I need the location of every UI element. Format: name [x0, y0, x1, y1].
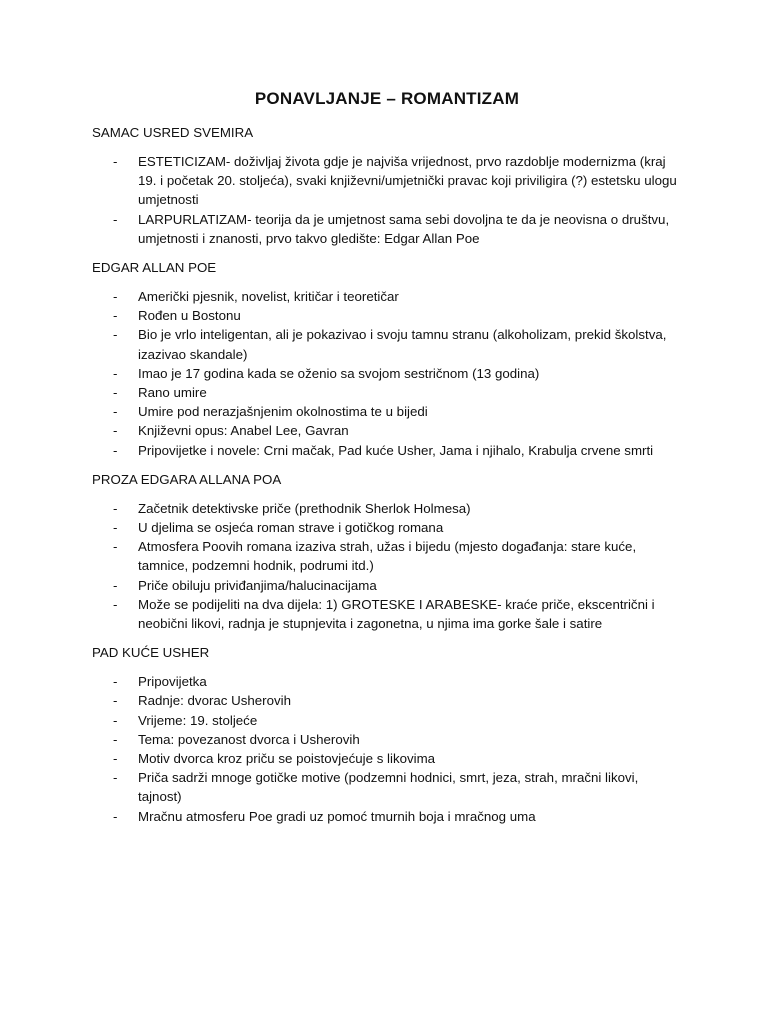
bullet-dash: - — [113, 423, 118, 439]
list-item — [92, 210, 682, 248]
list-item — [92, 807, 682, 826]
bullet-list — [92, 499, 682, 633]
list-item-text: Bio je vrlo inteligentan, ali je pokazivao i svoju tamnu stranu (alkoholizam, prekid školstva, izazivao skandale) — [138, 327, 667, 362]
bullet-dash: - — [113, 674, 118, 690]
list-item-text: Književni opus: Anabel Lee, Gavran — [138, 423, 349, 439]
list-item — [92, 672, 682, 691]
list-item-text: Pripovijetka — [138, 674, 207, 690]
section-heading: EDGAR ALLAN POE — [92, 260, 217, 276]
list-item — [92, 518, 682, 537]
list-item-text: U djelima se osjeća roman strave i gotičkog romana — [138, 520, 444, 536]
bullet-dash: - — [113, 751, 118, 767]
bullet-list — [92, 152, 682, 248]
bullet-dash: - — [113, 712, 118, 728]
bullet-list — [92, 287, 682, 460]
list-item — [92, 595, 682, 633]
list-item — [92, 537, 682, 575]
list-item-text: Američki pjesnik, novelist, kritičar i teoretičar — [138, 289, 399, 305]
list-item-text: Radnje: dvorac Usherovih — [138, 693, 291, 709]
bullet-dash: - — [113, 500, 118, 516]
bullet-dash: - — [113, 385, 118, 401]
bullet-dash: - — [113, 808, 118, 824]
section-heading: SAMAC USRED SVEMIRA — [92, 125, 254, 140]
list-item-text: Rođen u Bostonu — [138, 308, 241, 324]
list-item — [92, 383, 682, 402]
section-proza — [92, 470, 682, 633]
list-item-text: Priča sadrži mnoge gotičke motive (podzemni hodnici, smrt, jeza, strah, mračni likovi, tajnost) — [138, 770, 639, 805]
list-item-text: Mračnu atmosferu Poe gradi uz pomoć tmurnih boja i mračnog uma — [138, 808, 536, 824]
list-item — [92, 499, 682, 518]
list-item-text: Vrijeme: 19. stoljeće — [138, 712, 258, 728]
list-item — [92, 364, 682, 383]
section-samac — [92, 123, 682, 248]
bullet-list — [92, 672, 682, 826]
list-item — [92, 152, 682, 210]
list-item-text: ESTETICIZAM- doživljaj života gdje je najviša vrijednost, prvo razdoblje modernizma (kraj 19. i početak 20. stoljeća), svaki književni/umjetnički pravac koji priviligira (?) estetsku ulogu umjetnosti — [138, 154, 677, 208]
section-edgar-allan-poe — [92, 258, 682, 460]
list-item-text: Umire pod nerazjašnjenim okolnostima te u bijedi — [138, 404, 428, 420]
list-item-text: Rano umire — [138, 385, 207, 401]
list-item — [92, 402, 682, 421]
list-item-text: Pripovijetke i novele: Crni mačak, Pad kuće Usher, Jama i njihalo, Krabulja crvene smrti — [138, 442, 654, 458]
bullet-dash: - — [113, 539, 118, 555]
list-item-text: Imao je 17 godina kada se oženio sa svojom sestričnom (13 godina) — [138, 365, 540, 381]
bullet-dash: - — [113, 770, 118, 786]
list-item-text: Atmosfera Poovih romana izaziva strah, užas i bijedu (mjesto događanja: stare kuće, tamnice, podzemni hodnik, podrumi itd.) — [138, 539, 637, 574]
list-item — [92, 421, 682, 440]
list-item-text: Začetnik detektivske priče (prethodnik Sherlok Holmesa) — [138, 500, 471, 516]
list-item-text: LARPURLATIZAM- teorija da je umjetnost sama sebi dovoljna te da je neovisna o društvu, umjetnosti i znanosti, prvo takvo gledište: Edgar Allan Poe — [138, 211, 670, 246]
list-item — [92, 306, 682, 325]
section-heading: PAD KUĆE USHER — [92, 645, 210, 661]
list-item — [92, 749, 682, 768]
bullet-dash: - — [113, 520, 118, 536]
list-item — [92, 711, 682, 730]
bullet-dash: - — [113, 365, 118, 381]
bullet-dash: - — [113, 404, 118, 420]
list-item — [92, 441, 682, 460]
list-item-text: Motiv dvorca kroz priču se poistovjećuje s likovima — [138, 751, 436, 767]
list-item-text: Može se podijeliti na dva dijela: 1) GROTESKE I ARABESKE- kraće priče, ekscentrični i neobični likovi, radnja je stupnjevita i zagonetna, u njima ima gorke šale i satire — [138, 596, 655, 632]
bullet-dash: - — [113, 693, 118, 709]
bullet-dash: - — [113, 577, 118, 593]
list-item — [92, 768, 682, 806]
bullet-dash: - — [113, 327, 118, 343]
document-title: PONAVLJANJE – ROMANTIZAM — [254, 89, 520, 108]
bullet-dash: - — [113, 154, 118, 169]
bullet-dash: - — [113, 731, 118, 747]
list-item-text: Tema: povezanost dvorca i Usherovih — [138, 731, 360, 747]
bullet-dash: - — [113, 596, 118, 612]
list-item — [92, 287, 682, 306]
bullet-dash: - — [113, 442, 118, 458]
list-item — [92, 325, 682, 363]
bullet-dash: - — [113, 308, 118, 324]
section-heading: PROZA EDGARA ALLANA POA — [92, 471, 282, 487]
list-item — [92, 691, 682, 710]
bullet-dash: - — [113, 289, 118, 305]
document-page — [92, 88, 682, 836]
bullet-dash: - — [113, 211, 118, 227]
list-item-text: Priče obiluju priviđanjima/halucinacijama — [138, 577, 377, 593]
list-item — [92, 730, 682, 749]
section-pad-kuce-usher — [92, 643, 682, 826]
list-item — [92, 576, 682, 595]
